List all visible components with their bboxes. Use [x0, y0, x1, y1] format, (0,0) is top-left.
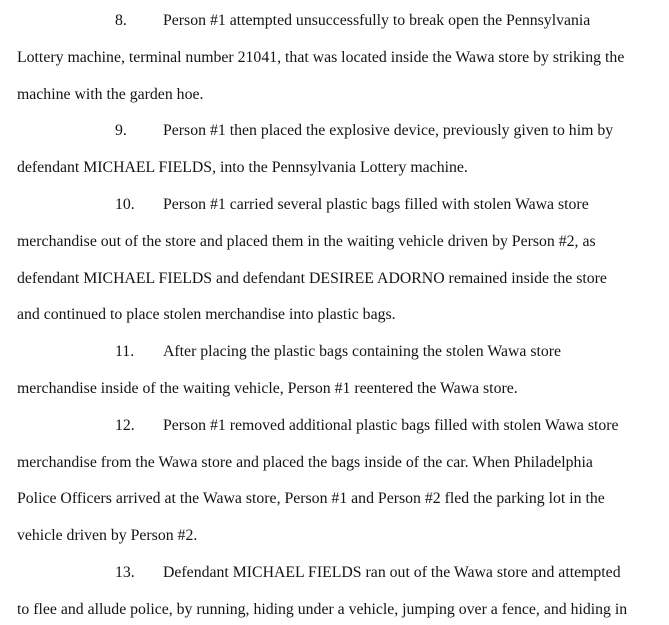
paragraph-line	[17, 555, 659, 592]
paragraph-line: merchandise from the Wawa store and placed the bags inside of the car. When Philadelphia	[17, 453, 593, 471]
paragraph-line-text: Person #1 removed additional plastic bags filled with stolen Wawa store	[163, 416, 619, 434]
paragraph-line-text: Person #1 attempted unsuccessfully to break open the Pennsylvania	[163, 12, 591, 29]
paragraph-line: merchandise out of the store and placed them in the waiting vehicle driven by Person #2, as	[17, 232, 596, 250]
paragraph-line-text: After placing the plastic bags containing the stolen Wawa store	[163, 343, 562, 361]
paragraph-line: merchandise inside of the waiting vehicle, Person #1 reentered the Wawa store.	[17, 379, 518, 397]
paragraph-line: defendant MICHAEL FIELDS and defendant DESIREE ADORNO remained inside the store	[17, 269, 607, 287]
paragraph-line	[17, 113, 659, 150]
paragraph	[17, 187, 659, 334]
paragraph-number: 12.	[115, 416, 135, 434]
paragraph-line	[17, 408, 659, 445]
paragraph-line: Police Officers arrived at the Wawa store, Person #1 and Person #2 fled the parking lot in the	[17, 490, 605, 508]
paragraph-number: 10.	[115, 195, 135, 213]
paragraph-line	[17, 3, 659, 40]
paragraph-line: defendant MICHAEL FIELDS, into the Pennsylvania Lottery machine.	[17, 159, 468, 177]
paragraph-line: to flee and allude police, by running, hiding under a vehicle, jumping over a fence, and hiding in	[17, 600, 628, 618]
paragraph	[17, 113, 659, 187]
paragraph-line-text: Person #1 carried several plastic bags filled with stolen Wawa store	[163, 195, 589, 213]
paragraph	[17, 408, 659, 555]
paragraph-line-text: Person #1 then placed the explosive device, previously given to him by	[163, 122, 614, 140]
paragraph-line-text: Defendant MICHAEL FIELDS ran out of the Wawa store and attempted	[163, 563, 621, 581]
paragraph-number: 9.	[115, 122, 127, 140]
paragraph-number: 11.	[115, 343, 135, 361]
paragraph	[17, 3, 659, 113]
paragraph	[17, 334, 659, 408]
paragraph-line: machine with the garden hoe.	[17, 85, 204, 103]
paragraph-line	[17, 187, 659, 224]
paragraph-number: 13.	[115, 563, 135, 581]
paragraph-line: Lottery machine, terminal number 21041, that was located inside the Wawa store by striking the	[17, 48, 625, 66]
paragraph	[17, 555, 659, 625]
paragraph-number: 8.	[115, 12, 127, 29]
paragraph-line: and continued to place stolen merchandise into plastic bags.	[17, 306, 396, 324]
paragraph-line	[17, 334, 659, 371]
paragraph-line: vehicle driven by Person #2.	[17, 527, 198, 545]
